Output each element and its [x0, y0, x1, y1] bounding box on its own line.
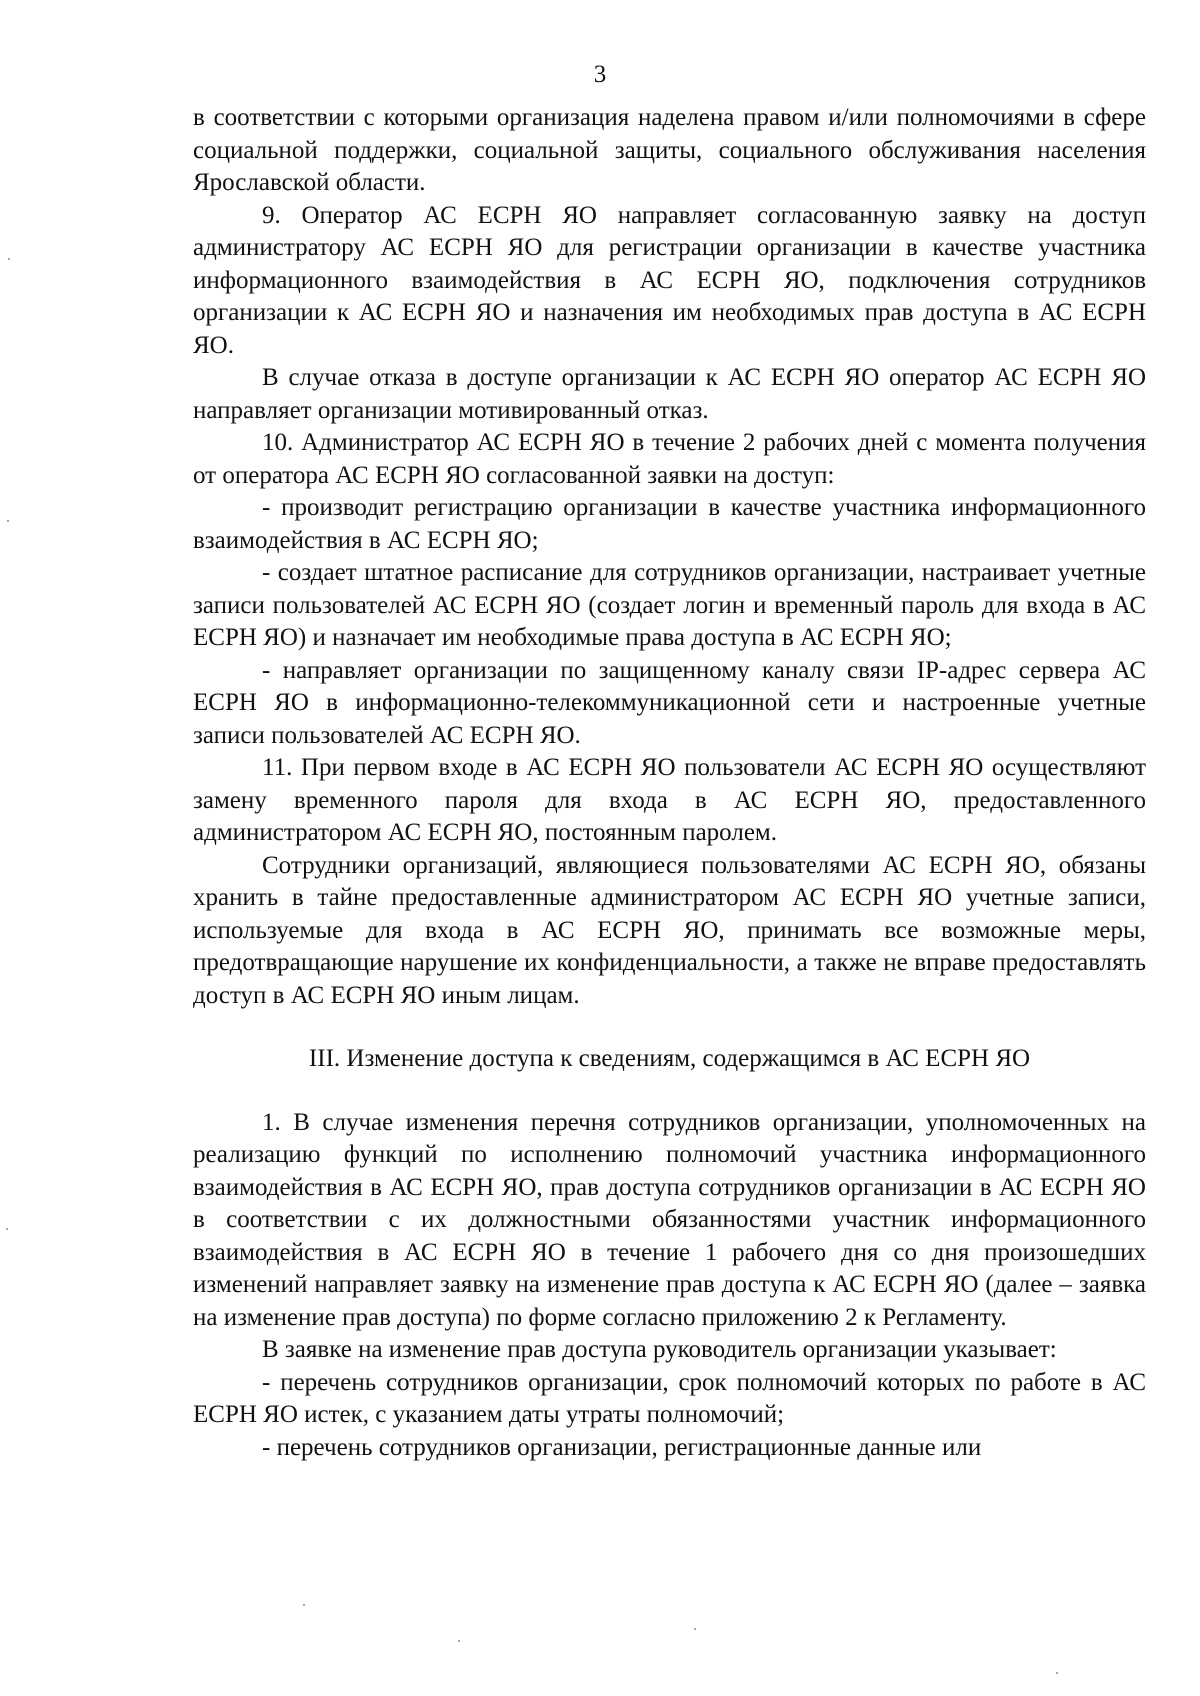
- list-item-expired-staff: - перечень сотрудников организации, срок полномочий которых по работе в АС ЕСРН ЯО истек, с указанием даты утраты полномочий;: [193, 1368, 1146, 1428]
- scan-speck: [694, 1628, 696, 1630]
- paragraph-continuation: в соответствии с которыми организация наделена правом и/или полномочиями в сфере социальной поддержки, социальной защиты, социального обслуживания населения Ярославской области.: [193, 104, 1146, 196]
- page-number: 3: [593, 61, 607, 88]
- scan-speck: [1056, 1672, 1058, 1674]
- list-item-ip-address: - направляет организации по защищенному каналу связи IP-адрес сервера АС ЕСРН ЯО в информационно-телекоммуникационной сети и настроенные учетные записи пользователей АС ЕСРН ЯО.: [193, 656, 1146, 749]
- list-item-changed-staff: - перечень сотрудников организации, регистрационные данные или: [262, 1433, 982, 1461]
- scan-speck: [458, 1640, 460, 1642]
- paragraph-refusal: В случае отказа в доступе организации к АС ЕСРН ЯО оператор АС ЕСРН ЯО направляет организации мотивированный отказ.: [193, 364, 1146, 424]
- scan-speck: [6, 1228, 8, 1230]
- paragraph-item-11: 11. При первом входе в АС ЕСРН ЯО пользователи АС ЕСРН ЯО осуществляют замену временного пароля для входа в АС ЕСРН ЯО, предоставленного администратором АС ЕСРН ЯО, постоянным паролем.: [193, 754, 1146, 846]
- paragraph-request-contents: В заявке на изменение прав доступа руководитель организации указывает:: [262, 1336, 1057, 1363]
- section-heading: III. Изменение доступа к сведениям, содержащимся в АС ЕСРН ЯО: [308, 1045, 1031, 1072]
- list-item-registration: - производит регистрацию организации в качестве участника информационного взаимодействия в АС ЕСРН ЯО;: [193, 494, 1146, 554]
- scan-speck: [7, 520, 9, 522]
- paragraph-item-9: 9. Оператор АС ЕСРН ЯО направляет согласованную заявку на доступ администратору АС ЕСРН ЯО для регистрации организации в качестве участника информационного взаимодействия в АС ЕСРН ЯО, подключения сотрудников организации к АС ЕСРН ЯО и назначения им необходимых прав доступа в АС ЕСРН ЯО.: [193, 201, 1146, 359]
- paragraph-item-10: 10. Администратор АС ЕСРН ЯО в течение 2 рабочих дней с момента получения от оператора АС ЕСРН ЯО согласованной заявки на доступ:: [193, 429, 1146, 489]
- paragraph-confidentiality: Сотрудники организаций, являющиеся пользователями АС ЕСРН ЯО, обязаны хранить в тайне предоставленные администратором АС ЕСРН ЯО учетные записи, используемые для входа в АС ЕСРН ЯО, принимать все возможные меры, предотвращающие нарушение их конфиденциальности, а также не вправе предоставлять доступ в АС ЕСРН ЯО иным лицам.: [193, 851, 1146, 1009]
- scan-speck: [303, 1604, 305, 1606]
- scan-speck: [8, 258, 10, 260]
- paragraph-section3-item-1: 1. В случае изменения перечня сотрудников организации, уполномоченных на реализацию функций по исполнению полномочий участника информационного взаимодействия в АС ЕСРН ЯО, прав доступа сотрудников организации в АС ЕСРН ЯО в соответствии с их должностными обязанностями участник информационного взаимодействия в АС ЕСРН ЯО в течение 1 рабочего дня со дня произошедших изменений направляет заявку на изменение прав доступа к АС ЕСРН ЯО (далее – заявка на изменение прав доступа) по форме согласно приложению 2 к Регламенту.: [193, 1108, 1146, 1331]
- document-body: [193, 102, 1146, 1464]
- list-item-staffing: - создает штатное расписание для сотрудников организации, настраивает учетные записи пользователей АС ЕСРН ЯО (создает логин и временный пароль для входа в АС ЕСРН ЯО) и назначает им необходимые права доступа в АС ЕСРН ЯО;: [193, 559, 1146, 651]
